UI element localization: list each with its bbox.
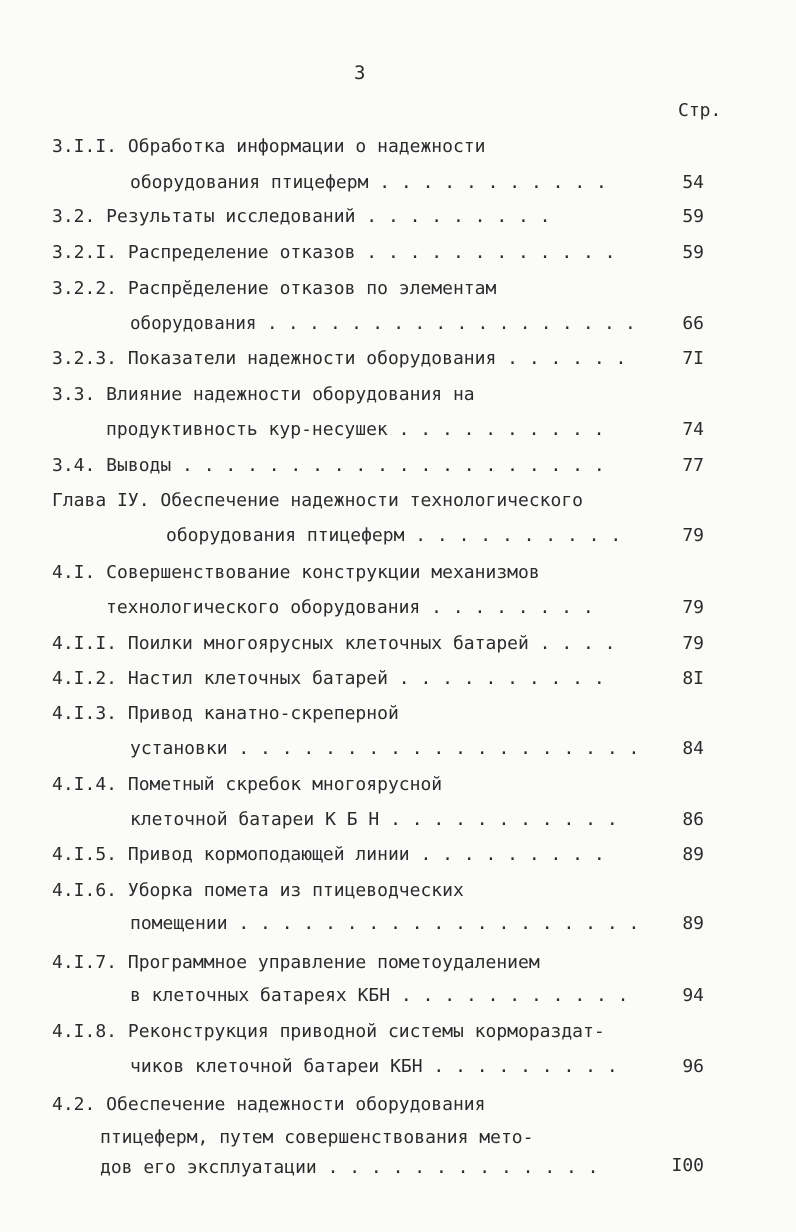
toc-page-number: 79 xyxy=(682,597,704,618)
toc-entry-line: 3.3. Влияние надежности оборудования на xyxy=(52,384,475,405)
toc-page-number: 66 xyxy=(682,313,704,334)
toc-entry-line: помещении . . . . . . . . . . . . . . . . . . . xyxy=(130,913,640,934)
toc-entry-line: 4.I.7. Программное управление пометоудалением xyxy=(52,952,540,973)
toc-page-number: 59 xyxy=(682,206,704,227)
toc-entry-line: клеточной батареи К Б Н . . . . . . . . . . . xyxy=(130,809,618,830)
toc-page-number: 59 xyxy=(682,242,704,263)
toc-entry-line: 4.I.6. Уборка помета из птицеводческих xyxy=(52,880,464,901)
toc-entry-line: продуктивность кур-несушек . . . . . . . . . . xyxy=(106,419,605,440)
toc-page-number: 89 xyxy=(682,913,704,934)
toc-entry-line: 4.I.4. Пометный скребок многоярусной xyxy=(52,774,443,795)
toc-entry-line: 4.I.2. Настил клеточных батарей . . . . . . . . . . xyxy=(52,668,605,689)
toc-page-number: 8I xyxy=(682,668,704,689)
toc-entry-line: дов его эксплуатации . . . . . . . . . . . . . xyxy=(100,1157,599,1178)
toc-page-number: 84 xyxy=(682,738,704,759)
toc-entry-line: чиков клеточной батареи КБН . . . . . . . . . xyxy=(130,1056,618,1077)
toc-page-number: 79 xyxy=(682,525,704,546)
toc-page-number: 54 xyxy=(682,172,704,193)
toc-entry-line: в клеточных батареях КБН . . . . . . . . . . . xyxy=(130,985,629,1006)
page-column-label: Стр. xyxy=(678,100,722,121)
toc-entry-line: 3.4. Выводы . . . . . . . . . . . . . . . . . . . . xyxy=(52,455,605,476)
toc-page-number: 79 xyxy=(682,633,704,654)
toc-entry-line: 3.I.I. Обработка информации о надежности xyxy=(52,136,486,157)
toc-entry-line: оборудования птицеферм . . . . . . . . . . . xyxy=(130,172,607,193)
toc-entry-line: 4.I.8. Реконструкция приводной системы кормораздат- xyxy=(52,1021,605,1042)
toc-entry-line: оборудования . . . . . . . . . . . . . . . . . . xyxy=(130,314,636,334)
toc-page-number: 94 xyxy=(682,985,704,1006)
toc-entry-line: 3.2. Результаты исследований . . . . . . . . . xyxy=(52,206,551,227)
toc-page-number: 96 xyxy=(682,1056,704,1077)
toc-entry-line: 3.2.I. Распределение отказов . . . . . . . . . . . . xyxy=(52,242,616,263)
toc-page-number: 89 xyxy=(682,844,704,865)
toc-entry-line: оборудования птицеферм . . . . . . . . . . xyxy=(166,525,622,546)
toc-entry-line: птицеферм, путем совершенствования мето- xyxy=(100,1127,534,1148)
toc-entry-line: 4.I.3. Привод канатно-скреперной xyxy=(52,703,399,724)
toc-entry-line: 3.2.3. Показатели надежности оборудования . . . . . . xyxy=(52,348,627,369)
toc-page-number: 77 xyxy=(682,455,704,476)
toc-page-number: 74 xyxy=(682,419,704,440)
toc-entry-line: 4.I. Совершенствование конструкции механизмов xyxy=(52,562,540,583)
toc-entry-line: технологического оборудования . . . . . . . . xyxy=(106,597,594,618)
toc-entry-line: установки . . . . . . . . . . . . . . . . . . . xyxy=(130,738,640,759)
toc-entry-line: 4.I.5. Привод кормоподающей линии . . . . . . . . . xyxy=(52,844,605,865)
page-number: 3 xyxy=(354,62,366,84)
toc-page-number: 86 xyxy=(682,809,704,830)
toc-page-number: I00 xyxy=(671,1155,704,1176)
toc-page-number: 7I xyxy=(682,348,704,369)
toc-entry-line: 3.2.2. Распрĕделение отказов по элементам xyxy=(52,278,497,299)
toc-entry-line: Глава IУ. Обеспечение надежности технологического xyxy=(52,490,584,511)
toc-entry-line: 4.I.I. Поилки многоярусных клеточных батарей . . . . xyxy=(52,633,616,654)
toc-entry-line: 4.2. Обеспечение надежности оборудования xyxy=(52,1094,486,1115)
